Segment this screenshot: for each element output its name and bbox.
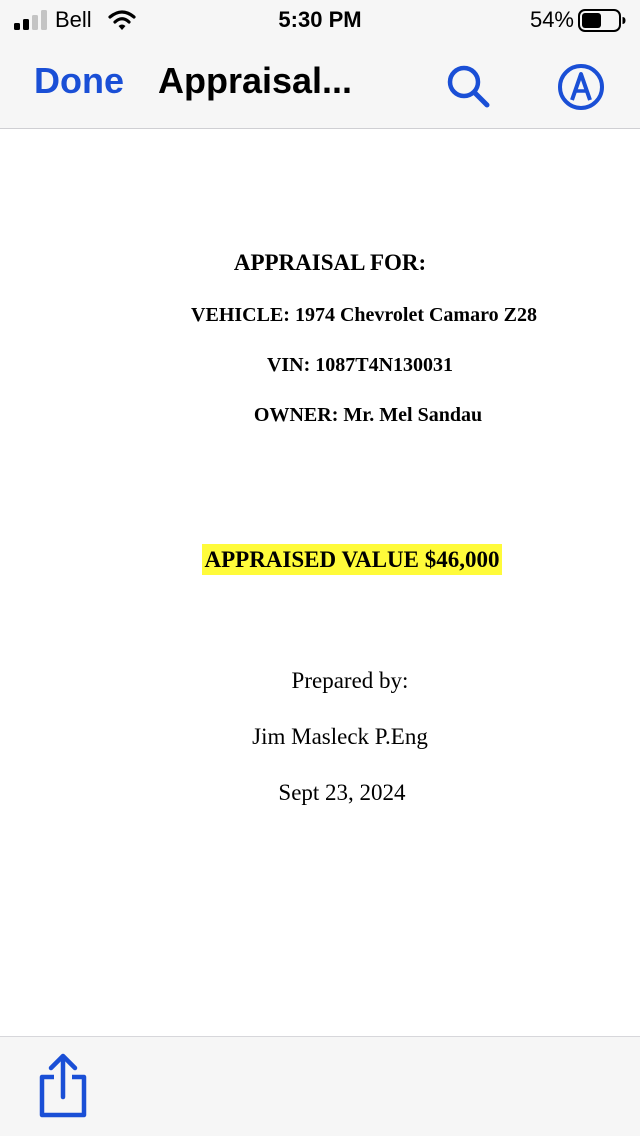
preparer-name: Jim Masleck P.Eng [252, 724, 428, 749]
battery-percent: 54% [529, 7, 574, 32]
bottom-toolbar [0, 1036, 640, 1136]
status-time: 5:30 PM [278, 7, 362, 32]
status-bar [0, 0, 640, 40]
share-icon[interactable] [36, 1053, 90, 1119]
search-icon[interactable] [444, 62, 492, 110]
prepared-by-label: Prepared by: [291, 668, 409, 693]
appraisal-heading: APPRAISAL FOR: [233, 250, 427, 275]
owner-line: OWNER: Mr. Mel Sandau [253, 404, 483, 426]
vin-line: VIN: 1087T4N130031 [266, 354, 454, 376]
appraised-value: APPRAISED VALUE $46,000 [202, 544, 501, 575]
navigation-bar [0, 40, 640, 129]
battery-icon [578, 9, 626, 32]
document-title: Appraisal... [158, 60, 353, 101]
markup-icon[interactable] [556, 62, 606, 112]
carrier-name: Bell [55, 7, 92, 32]
vehicle-line: VEHICLE: 1974 Chevrolet Camaro Z28 [191, 304, 537, 326]
document-page [0, 130, 640, 1036]
appraised-value-row [32, 544, 640, 575]
done-button[interactable]: Done [34, 60, 124, 101]
appraisal-date: Sept 23, 2024 [278, 780, 406, 805]
